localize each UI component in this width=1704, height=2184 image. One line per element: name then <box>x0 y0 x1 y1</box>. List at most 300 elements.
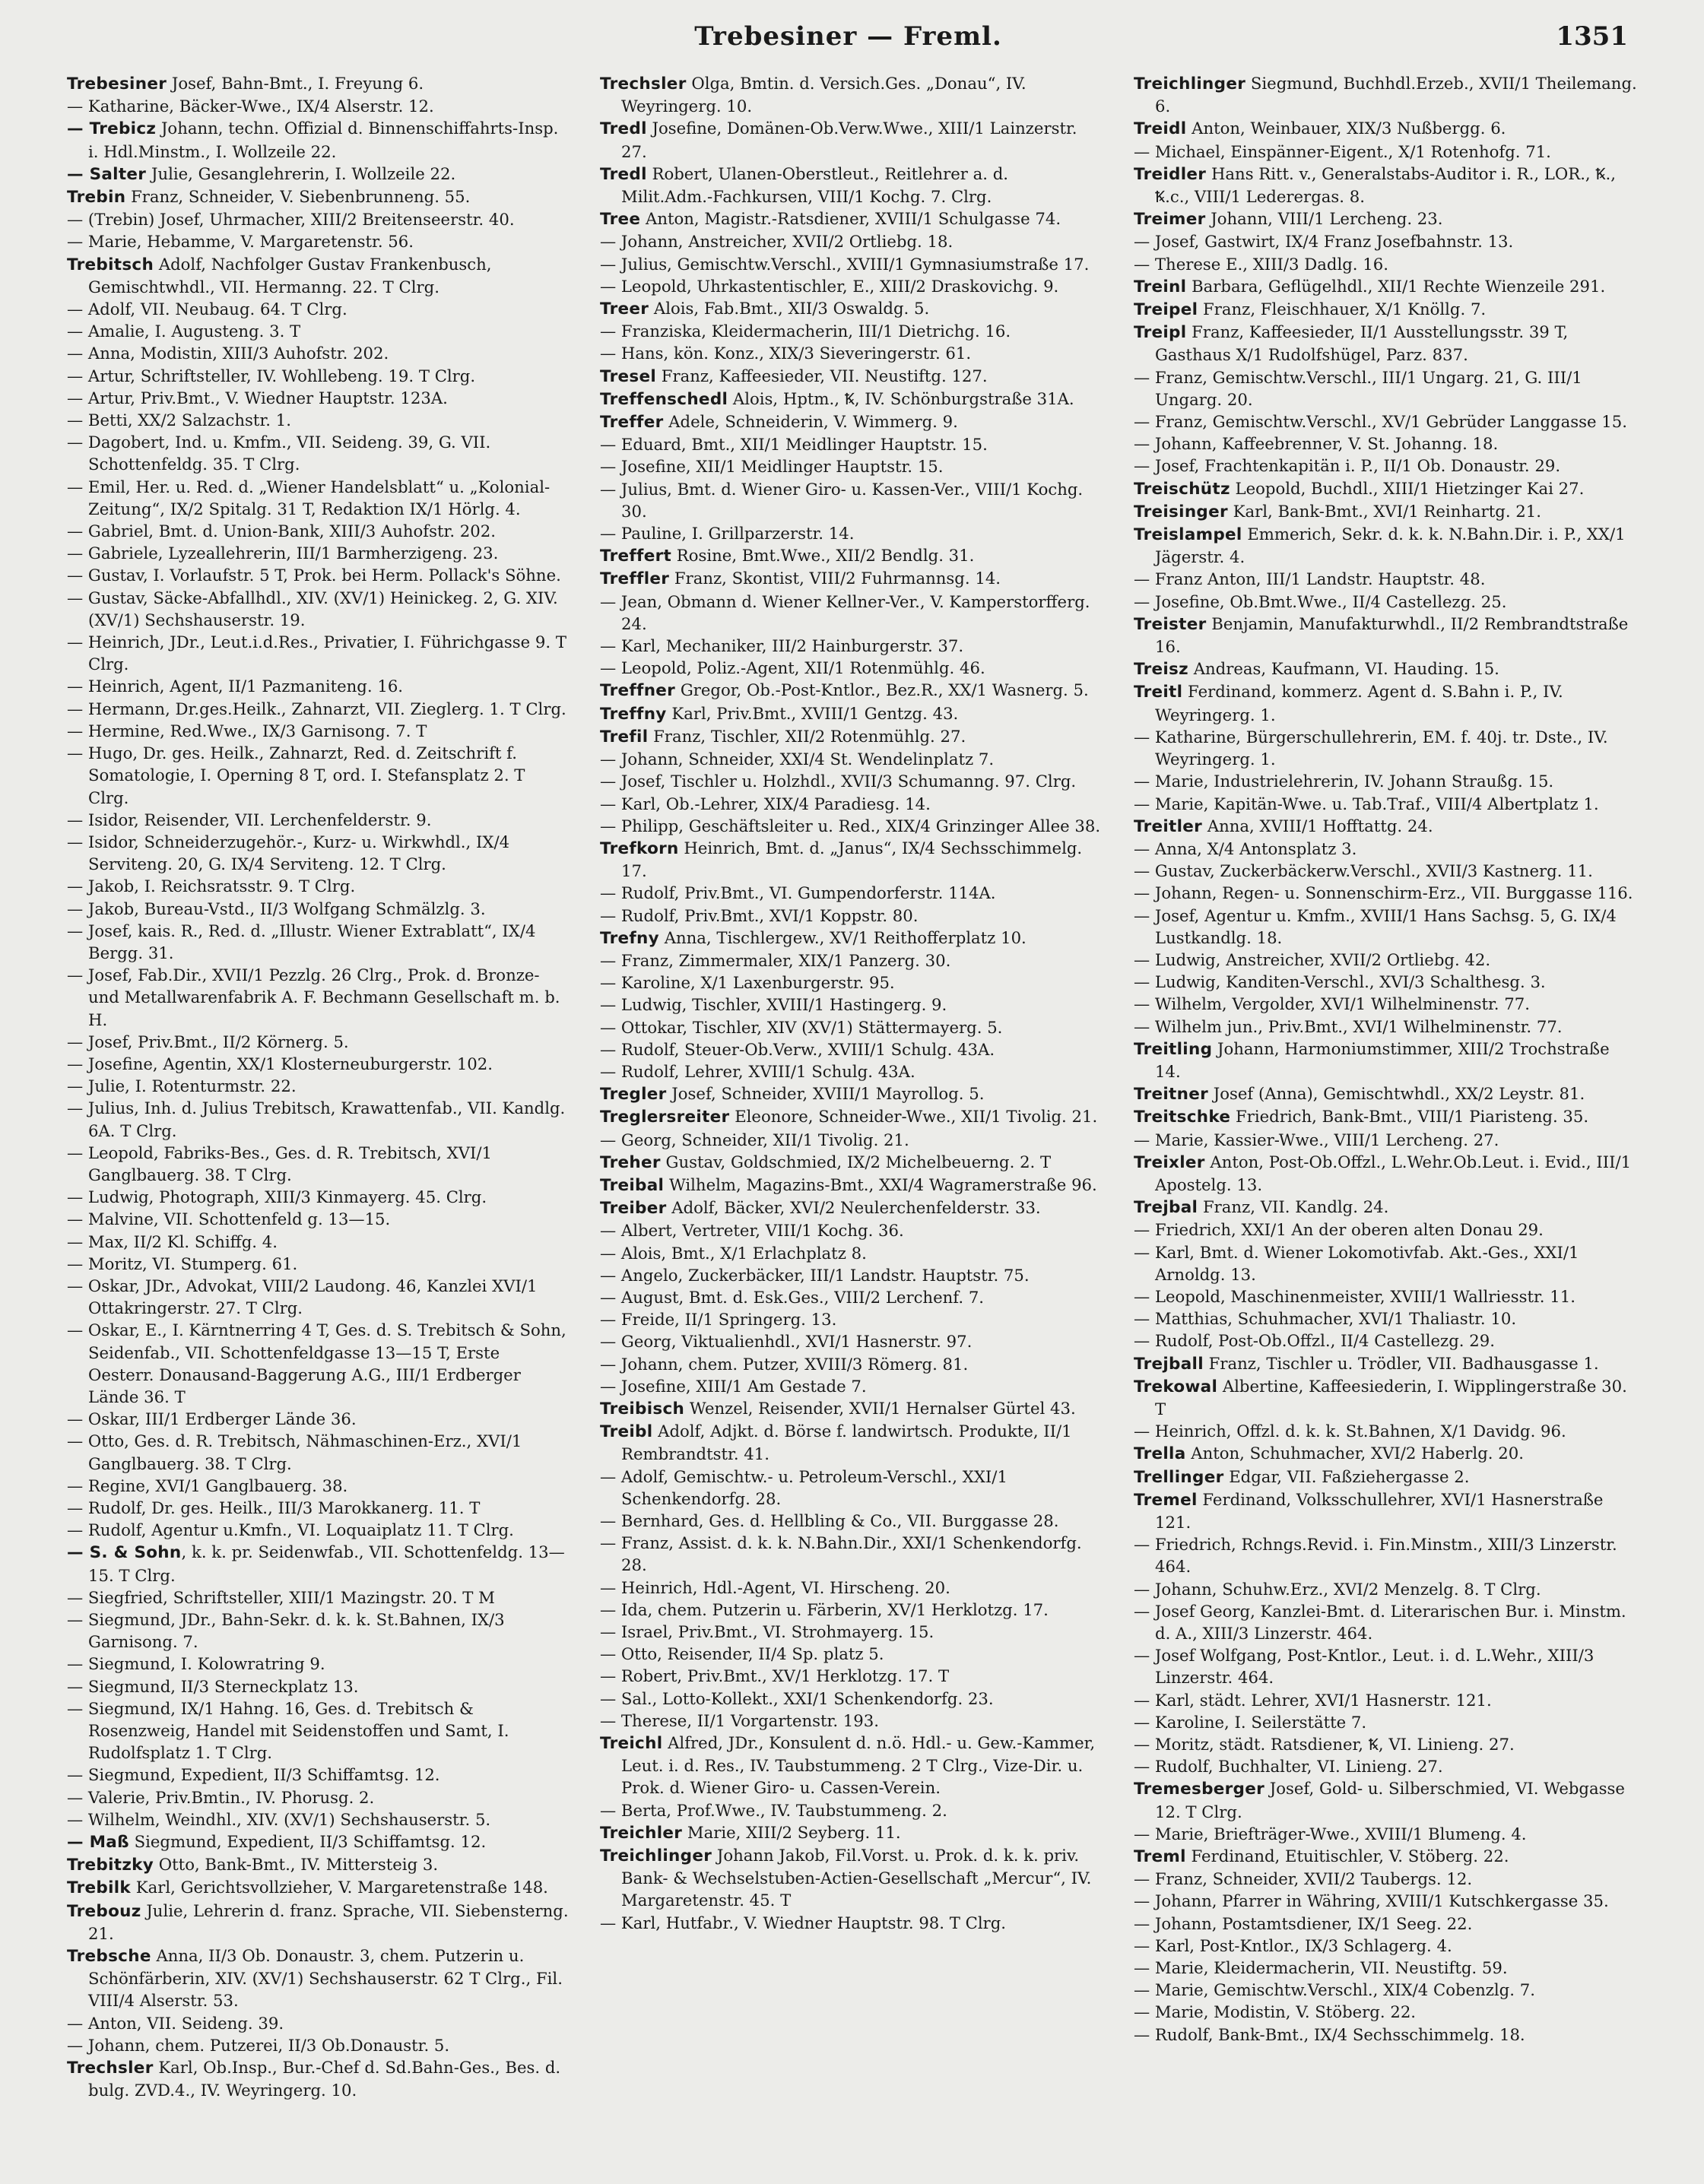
entry-text: Johann Jakob, Fil.Vorst. u. Prok. d. k. k. priv. Bank- & Wechselstuben-Actien-Gesellschaft „Mercur“, IV. Margaretenstr. 45. T <box>621 1846 1092 1910</box>
entry-text: — Franz, Zimmermaler, XIX/1 Panzerg. 30. <box>600 950 951 970</box>
directory-entry <box>67 742 570 809</box>
entry-text: — Siegmund, JDr., Bahn-Sekr. d. k. k. St.Bahnen, IX/3 Garnisong. 7. <box>67 1610 505 1652</box>
directory-entry <box>67 1208 570 1230</box>
directory-entry <box>1134 1533 1637 1577</box>
directory-entry <box>67 831 570 875</box>
entry-surname: — Maß <box>67 1833 129 1853</box>
entry-text: Josefine, Domänen-Ob.Verw.Wwe., XIII/1 Lainzerstr. 27. <box>621 119 1077 161</box>
directory-entry <box>600 1688 1103 1710</box>
entry-text: Ferdinand, Volksschullehrer, XVI/1 Hasnerstraße 121. <box>1155 1489 1604 1532</box>
entry-text: — Heinrich, Offzl. d. k. k. St.Bahnen, X/1 Davidg. 96. <box>1134 1422 1566 1441</box>
page-number: 1351 <box>1556 21 1628 52</box>
directory-entry <box>600 1129 1103 1151</box>
directory-entry <box>1134 433 1637 455</box>
entry-text: — Josef, kais. R., Red. d. „Illustr. Wiener Extrablatt“, IX/4 Bergg. 31. <box>67 921 536 962</box>
entry-text: Marie, XIII/2 Seyberg. 11. <box>682 1822 901 1842</box>
entry-surname: Tregler <box>600 1085 667 1105</box>
entry-surname: Treibl <box>600 1422 653 1442</box>
entry-text: — Otto, Reisender, II/4 Sp. platz 5. <box>600 1644 884 1664</box>
directory-entry <box>67 1808 570 1831</box>
directory-columns <box>67 72 1637 2170</box>
entry-text: — Friedrich, Rchngs.Revid. i. Fin.Minstm., XIII/3 Linzerstr. 464. <box>1134 1535 1617 1577</box>
entry-text: — Johann, Schuhw.Erz., XVI/2 Menzelg. 8. T Clrg. <box>1134 1579 1541 1599</box>
entry-surname: Trebilk <box>67 1878 132 1898</box>
entry-text: — Rudolf, Dr. ges. Heilk., III/3 Marokkanerg. 11. T <box>67 1498 481 1517</box>
entry-text: — Karl, städt. Lehrer, XVI/1 Hasnerstr. 121. <box>1134 1690 1492 1710</box>
entry-text: — Siegmund, II/3 Sterneckplatz 13. <box>67 1676 359 1696</box>
entry-surname: Treisz <box>1134 660 1188 680</box>
entry-surname: Treinl <box>1134 277 1187 296</box>
entry-text: Benjamin, Manufakturwhdl., II/2 Rembrandtstraße 16. <box>1155 613 1629 657</box>
entry-text: — Jakob, I. Reichsratsstr. 9. T Clrg. <box>67 876 356 896</box>
directory-entry <box>1134 1979 1637 2001</box>
entry-text: Adolf, Nachfolger Gustav Frankenbusch, Gemischtwhdl., VII. Hermanng. 22. T Clrg. <box>88 254 492 296</box>
entry-text: Wilhelm, Magazins-Bmt., XXI/4 Wagramerstraße 96. <box>664 1174 1097 1194</box>
entry-text: — Siegfried, Schriftsteller, XIII/1 Mazingstr. 20. T M <box>67 1587 495 1607</box>
directory-entry <box>1134 230 1637 252</box>
directory-entry <box>67 1853 570 1876</box>
directory-entry <box>1134 1308 1637 1330</box>
directory-entry <box>600 1532 1103 1576</box>
directory-entry <box>1134 815 1637 838</box>
entry-text: Josef, Bahn-Bmt., I. Freyung 6. <box>167 74 424 93</box>
directory-entry <box>67 1541 570 1586</box>
directory-entry <box>67 564 570 586</box>
entry-text: — Johann, Regen- u. Sonnenschirm-Erz., VII. Burggasse 116. <box>1134 883 1633 903</box>
directory-entry <box>67 117 570 162</box>
directory-entry <box>600 702 1103 725</box>
entry-surname: Treichl <box>600 1734 663 1754</box>
entry-text: — Marie, Kleidermacherin, VII. Neustiftg. 59. <box>1134 1958 1508 1978</box>
entry-text: — Isidor, Schneiderzugehör.-, Kurz- u. Wirkwhdl., IX/4 Serviteng. 20, G. IX/4 Serviteng. 12. T Clrg. <box>67 832 510 874</box>
entry-text: Alois, Hptm., Ꝅ, IV. Schönburgstraße 31A. <box>728 388 1074 408</box>
entry-surname: Treffny <box>600 704 667 724</box>
directory-entry <box>600 1105 1103 1128</box>
entry-text: — Regine, XVI/1 Ganglbauerg. 38. <box>67 1476 348 1495</box>
directory-entry <box>600 433 1103 455</box>
entry-text: Friedrich, Bank-Bmt., VIII/1 Piaristeng. 35. <box>1230 1107 1589 1127</box>
entry-text: Franz, Tischler, XII/2 Rotenmühlg. 27. <box>648 726 966 746</box>
entry-text: — Johann, Pfarrer in Währing, XVIII/1 Kutschkergasse 35. <box>1134 1891 1609 1911</box>
entry-text: — Franz, Gemischtw.Verschl., XV/1 Gebrüder Langgasse 15. <box>1134 412 1627 432</box>
directory-entry <box>1134 793 1637 815</box>
entry-surname: Trebitsch <box>67 255 154 274</box>
entry-text: — Johann, chem. Putzer, XVIII/3 Römerg. 81. <box>600 1354 969 1374</box>
directory-entry <box>67 208 570 230</box>
directory-entry <box>600 1466 1103 1510</box>
entry-text: — Max, II/2 Kl. Schiffg. 4. <box>67 1231 278 1251</box>
entry-text: — Josef, Fab.Dir., XVII/1 Pezzlg. 26 Clrg., Prok. d. Bronze- und Metallwarenfabrik A. F. Bechmann Gesellschaft m. b. H. <box>67 965 560 1029</box>
directory-entry <box>1134 410 1637 433</box>
directory-entry <box>67 1142 570 1186</box>
entry-text: Josef, Schneider, XVIII/1 Mayrollog. 5. <box>666 1084 985 1104</box>
directory-entry <box>67 1053 570 1075</box>
entry-text: Adolf, Adjkt. d. Börse f. landwirtsch. Produkte, II/1 Rembrandtstr. 41. <box>621 1422 1072 1464</box>
entry-text: Anna, XVIII/1 Hofftattg. 24. <box>1202 816 1433 835</box>
entry-text: Albertine, Kaffeesiederin, I. Wipplingerstraße 30. T <box>1155 1376 1627 1418</box>
entry-text: Karl, Bank-Bmt., XVI/1 Reinhartg. 21. <box>1227 501 1541 521</box>
directory-entry <box>600 297 1103 320</box>
directory-entry <box>67 1876 570 1899</box>
entry-text: — Hermine, Red.Wwe., IX/3 Garnisong. 7. T <box>67 721 427 740</box>
directory-entry <box>1134 1913 1637 1935</box>
entry-text: — Josef Georg, Kanzlei-Bmt. d. Literarischen Bur. i. Minstm. d. A., XIII/3 Linzerstr. 464. <box>1134 1601 1626 1644</box>
directory-entry <box>600 1643 1103 1665</box>
entry-text: — Ludwig, Tischler, XVIII/1 Hastingerg. 9. <box>600 995 947 1015</box>
directory-entry <box>1134 1644 1637 1688</box>
column-right <box>1134 72 1637 2170</box>
directory-entry <box>600 1799 1103 1821</box>
entry-text: — Josef, Frachtenkapitän i. P., II/1 Ob. Donaustr. 29. <box>1134 456 1561 476</box>
entry-text: — Jakob, Bureau-Vstd., II/3 Wolfgang Schmälzlg. 3. <box>67 899 486 918</box>
entry-surname: Trechsler <box>600 74 687 94</box>
entry-text: — Josefine, Agentin, XX/1 Klosterneuburgerstr. 102. <box>67 1054 493 1073</box>
entry-surname: — Salter <box>67 164 147 184</box>
directory-entry <box>1134 1375 1637 1420</box>
directory-entry <box>1134 949 1637 971</box>
entry-text: — Franziska, Kleidermacherin, III/1 Dietrichg. 16. <box>600 322 1011 341</box>
directory-entry <box>600 1732 1103 1799</box>
entry-text: Johann, techn. Offizial d. Binnenschiffahrts-Insp. i. Hdl.Minstm., I. Wollzeile 22. <box>88 119 559 161</box>
entry-surname: Trebsche <box>67 1947 151 1967</box>
directory-entry <box>600 1219 1103 1241</box>
directory-entry <box>1134 680 1637 725</box>
entry-text: — Heinrich, JDr., Leut.i.d.Res., Privatier, I. Führichgasse 9. T Clrg. <box>67 632 567 674</box>
entry-surname: Trebouz <box>67 1901 141 1921</box>
entry-text: — Karl, Mechaniker, III/2 Hainburgerstr. 37. <box>600 636 964 656</box>
directory-entry <box>67 1497 570 1519</box>
entry-surname: Trechsler <box>67 2059 154 2078</box>
entry-text: Emmerich, Sekr. d. k. k. N.Bahn.Dir. i. P., XX/1 Jägerstr. 4. <box>1155 525 1626 567</box>
directory-entry <box>1134 117 1637 140</box>
entry-text: — Marie, Briefträger-Wwe., XVIII/1 Blumeng. 4. <box>1134 1824 1527 1843</box>
directory-entry <box>1134 321 1637 366</box>
directory-entry <box>67 1519 570 1541</box>
directory-entry <box>1134 500 1637 523</box>
entry-text: Gustav, Goldschmied, IX/2 Michelbeuerng. 2. T <box>660 1152 1052 1171</box>
entry-text: — Artur, Schriftsteller, IV. Wohllebeng. 19. T Clrg. <box>67 366 476 385</box>
directory-entry <box>1134 1330 1637 1352</box>
directory-entry <box>1134 1016 1637 1038</box>
directory-entry <box>600 1353 1103 1375</box>
entry-text: — Karl, Hutfabr., V. Wiedner Hauptstr. 98. T Clrg. <box>600 1913 1007 1932</box>
directory-entry <box>67 1408 570 1430</box>
directory-entry <box>1134 1957 1637 1979</box>
entry-text: — Angelo, Zuckerbäcker, III/1 Landstr. Hauptstr. 75. <box>600 1265 1030 1285</box>
directory-entry <box>600 410 1103 433</box>
directory-entry <box>1134 1935 1637 1957</box>
entry-surname: Treffenschedl <box>600 389 728 409</box>
entry-text: — Georg, Viktualienhdl., XVI/1 Hasnerstr. 97. <box>600 1332 973 1352</box>
entry-text: — Ottokar, Tischler, XIV (XV/1) Stättermayerg. 5. <box>600 1017 1003 1037</box>
directory-entry <box>600 1060 1103 1082</box>
entry-text: — Robert, Priv.Bmt., XV/1 Herklotzg. 17. T <box>600 1666 950 1686</box>
entry-text: Robert, Ulanen-Oberstleut., Reitlehrer a. d. Milit.Adm.-Fachkursen, VIII/1 Kochg. 7. Clrg. <box>621 163 1008 207</box>
directory-entry <box>67 631 570 675</box>
directory-entry <box>67 1031 570 1053</box>
entry-text: — Georg, Schneider, XII/1 Tivolig. 21. <box>600 1130 909 1149</box>
directory-entry <box>67 1253 570 1275</box>
running-head: Trebesiner — Freml. <box>694 21 1002 52</box>
entry-text: — Karl, Bmt. d. Wiener Lokomotivfab. Akt.-Ges., XXI/1 Arnoldg. 13. <box>1134 1242 1579 1284</box>
entry-text: — Julius, Inh. d. Julius Trebitsch, Krawattenfab., VII. Kandlg. 6A. T Clrg. <box>67 1098 566 1140</box>
entry-text: — Karoline, I. Seilerstätte 7. <box>1134 1712 1367 1732</box>
directory-entry <box>600 72 1103 117</box>
directory-entry <box>1134 1600 1637 1644</box>
directory-entry <box>1134 2024 1637 2046</box>
entry-surname: Trebesiner <box>67 74 167 94</box>
entry-text: — Valerie, Priv.Bmtin., IV. Phorusg. 2. <box>67 1787 375 1807</box>
directory-entry <box>600 1510 1103 1532</box>
entry-surname: Treichler <box>600 1823 683 1843</box>
directory-entry <box>1134 1689 1637 1711</box>
entry-surname: Trefil <box>600 727 649 746</box>
directory-entry <box>600 253 1103 275</box>
directory-entry <box>600 1621 1103 1643</box>
directory-entry <box>67 698 570 720</box>
entry-surname: Treichlinger <box>1134 74 1246 94</box>
directory-entry <box>67 1186 570 1208</box>
entry-text: Barbara, Geflügelhdl., XII/1 Rechte Wienzeile 291. <box>1186 276 1606 296</box>
directory-entry <box>67 72 570 95</box>
entry-text: Franz, VII. Kandlg. 24. <box>1198 1197 1389 1217</box>
directory-entry <box>600 927 1103 949</box>
directory-entry <box>1134 1038 1637 1082</box>
directory-entry <box>67 542 570 564</box>
directory-entry <box>67 1764 570 1786</box>
entry-text: Eleonore, Schneider-Wwe., XII/1 Tivolig. 21. <box>729 1107 1098 1127</box>
directory-entry <box>600 163 1103 208</box>
directory-entry <box>1134 72 1637 117</box>
directory-entry <box>1134 1241 1637 1285</box>
directory-entry <box>1134 2001 1637 2023</box>
entry-text: Julie, Gesanglehrerin, I. Wollzeile 22. <box>146 163 456 183</box>
directory-entry <box>600 882 1103 904</box>
entry-surname: Tredl <box>600 119 647 139</box>
entry-text: — Hans, kön. Konz., XIX/3 Sieveringerstr. 61. <box>600 344 972 363</box>
entry-surname: Trebitzky <box>67 1856 154 1875</box>
directory-entry <box>1134 366 1637 410</box>
entry-text: — Marie, Kassier-Wwe., VIII/1 Lercheng. 27. <box>1134 1130 1499 1149</box>
entry-text: — Rudolf, Post-Ob.Offzl., II/4 Castellezg. 29. <box>1134 1331 1495 1351</box>
directory-entry <box>67 875 570 897</box>
entry-surname: Treischütz <box>1134 479 1230 499</box>
entry-text: — Rudolf, Buchhalter, VI. Linieng. 27. <box>1134 1757 1443 1777</box>
directory-entry <box>600 1710 1103 1732</box>
entry-text: — Josefine, XIII/1 Am Gestade 7. <box>600 1376 867 1396</box>
directory-entry <box>1134 838 1637 860</box>
directory-entry <box>600 1016 1103 1038</box>
entry-text: — Hugo, Dr. ges. Heilk., Zahnarzt, Red. d. Zeitschrift f. Somatologie, I. Operning 8 T, ord. I. Stefansplatz 2. T Clrg. <box>67 743 525 807</box>
entry-text: — Wilhelm, Vergolder, XVI/1 Wilhelminenstr. 77. <box>1134 994 1530 1014</box>
column-left <box>67 72 570 2170</box>
directory-entry <box>67 365 570 387</box>
entry-text: — Bernhard, Ges. d. Hellbling & Co., VII. Burggasse 28. <box>600 1511 1059 1530</box>
entry-text: Gregor, Ob.-Post-Kntlor., Bez.R., XX/1 Wasnerg. 5. <box>675 680 1089 700</box>
directory-entry <box>600 455 1103 477</box>
entry-text: — Ida, chem. Putzerin u. Färberin, XV/1 Herklotzg. 17. <box>600 1599 1049 1619</box>
entry-surname: Treitler <box>1134 816 1203 836</box>
entry-text: — Marie, Hebamme, V. Margaretenstr. 56. <box>67 232 414 252</box>
entry-text: Anna, II/3 Ob. Donaustr. 3, chem. Putzerin u. Schönfärberin, XIV. (XV/1) Sechshauserstr. 62 T Clrg., Fil. VIII/4 Alserstr. 53. <box>88 1946 563 2011</box>
directory-entry <box>67 920 570 964</box>
directory-entry <box>600 1397 1103 1420</box>
entry-text: — Rudolf, Priv.Bmt., XVI/1 Koppstr. 80. <box>600 905 919 925</box>
entry-text: — Matthias, Schuhmacher, XVI/1 Thaliastr. 10. <box>1134 1309 1517 1329</box>
entry-text: — Gustav, Zuckerbäckerw.Verschl., XVII/3 Kastnerg. 11. <box>1134 861 1593 881</box>
entry-text: — Leopold, Maschinenmeister, XVIII/1 Wallriesstr. 11. <box>1134 1286 1575 1306</box>
entry-surname: Tresel <box>600 366 657 386</box>
directory-entry <box>67 1275 570 1319</box>
entry-text: Ferdinand, kommerz. Agent d. S.Bahn i. P., IV. Weyringerg. 1. <box>1155 682 1563 724</box>
directory-entry <box>1134 905 1637 949</box>
entry-surname: Treml <box>1134 1847 1186 1867</box>
directory-entry <box>67 1786 570 1808</box>
entry-text: — Betti, XX/2 Salzachstr. 1. <box>67 410 291 430</box>
directory-entry <box>600 972 1103 994</box>
directory-entry <box>600 1577 1103 1599</box>
entry-text: Anton, Schuhmacher, XVI/2 Haberlg. 20. <box>1185 1444 1524 1463</box>
entry-text: — Oskar, III/1 Erdberger Lände 36. <box>67 1409 357 1429</box>
entry-text: — Therese E., XIII/3 Dadlg. 16. <box>1134 254 1388 274</box>
directory-entry <box>600 1821 1103 1844</box>
directory-entry <box>600 117 1103 162</box>
entry-surname: Tremesberger <box>1134 1780 1265 1799</box>
directory-entry <box>1134 1711 1637 1733</box>
entry-surname: Treiber <box>600 1199 667 1219</box>
entry-surname: Trejbal <box>1134 1198 1198 1218</box>
entry-text: Olga, Bmtin. d. Versich.Ges. „Donau“, IV. Weyringerg. 10. <box>621 74 1027 116</box>
directory-entry <box>1134 613 1637 658</box>
entry-text: — Otto, Ges. d. R. Trebitsch, Nähmaschinen-Erz., XVI/1 Ganglbauerg. 38. T Clrg. <box>67 1431 522 1473</box>
directory-entry <box>67 587 570 631</box>
entry-text: — Freide, II/1 Springerg. 13. <box>600 1310 837 1330</box>
entry-text: — Marie, Gemischtw.Verschl., XIX/4 Cobenzlg. 7. <box>1134 1980 1535 2000</box>
entry-surname: Treichlinger <box>600 1846 712 1866</box>
directory-entry <box>600 748 1103 770</box>
directory-entry <box>67 720 570 742</box>
entry-text: — Oskar, JDr., Advokat, VIII/2 Laudong. 46, Kanzlei XVI/1 Ottakringerstr. 27. T Clrg. <box>67 1276 538 1318</box>
directory-entry <box>67 342 570 364</box>
entry-text: Hans Ritt. v., Generalstabs-Auditor i. R., LOR., Ꝅ., Ꝅ.c., VIII/1 Lederergas. 8. <box>1155 163 1616 207</box>
entry-text: — Siegmund, I. Kolowratring 9. <box>67 1654 325 1674</box>
directory-entry <box>67 163 570 185</box>
entry-surname: Treipl <box>1134 323 1187 343</box>
directory-entry <box>1134 455 1637 477</box>
entry-text: Leopold, Buchdl., XIII/1 Hietzinger Kai 27. <box>1230 478 1585 498</box>
directory-entry <box>1134 1823 1637 1845</box>
entry-surname: Tremel <box>1134 1490 1198 1510</box>
directory-entry <box>1134 882 1637 904</box>
directory-entry <box>600 1151 1103 1174</box>
entry-text: — Philipp, Geschäftsleiter u. Red., XIX/4 Grinzinger Allee 38. <box>600 816 1101 835</box>
entry-text: — Franz, Schneider, XVII/2 Taubergs. 12. <box>1134 1869 1473 1889</box>
entry-surname: — Trebicz <box>67 119 157 139</box>
entry-text: — Katharine, Bäcker-Wwe., IX/4 Alserstr. 12. <box>67 97 434 116</box>
entry-text: Alfred, JDr., Konsulent d. n.ö. Hdl.- u. Gew.-Kammer, Leut. i. d. Res., IV. Taubstummeng. 2 T Clrg., Vize-Dir. u. Prok. d. Wiener Giro- u. Cassen-Verein. <box>621 1733 1096 1798</box>
directory-entry <box>1134 1733 1637 1755</box>
entry-text: — Gustav, I. Vorlaufstr. 5 T, Prok. bei Herm. Pollack's Söhne. <box>67 566 561 585</box>
directory-entry <box>600 770 1103 792</box>
directory-entry <box>1134 1755 1637 1777</box>
entry-text: — Oskar, E., I. Kärntnerring 4 T, Ges. d. S. Trebitsch & Sohn, Seidenfab., VII. Schottenfeldgasse 13—15 T, Erste Oesterr. Donausand-Baggerung A.G., III/1 Erdberger Lände 36. T <box>67 1320 566 1406</box>
entry-surname: Treister <box>1134 614 1207 634</box>
directory-entry <box>67 95 570 117</box>
entry-text: — Leopold, Uhrkastentischler, E., XIII/2 Draskovichg. 9. <box>600 276 1059 296</box>
entry-surname: Treibisch <box>600 1399 685 1418</box>
entry-surname: Tredl <box>600 164 647 184</box>
directory-entry <box>600 1375 1103 1397</box>
directory-entry <box>67 409 570 431</box>
directory-entry <box>67 809 570 831</box>
directory-entry <box>67 387 570 409</box>
directory-entry <box>1134 993 1637 1015</box>
directory-entry <box>67 1900 570 1945</box>
entry-text: Franz, Fleischhauer, X/1 Knöllg. 7. <box>1198 300 1487 319</box>
entry-text: — Ludwig, Photograph, XIII/3 Kinmayerg. 45. Clrg. <box>67 1187 487 1207</box>
directory-entry <box>600 679 1103 702</box>
directory-entry <box>600 544 1103 567</box>
entry-text: — Josefine, XII/1 Meidlinger Hauptstr. 15. <box>600 457 944 477</box>
entry-text: Siegmund, Buchhdl.Erzeb., XVII/1 Theilemang. 6. <box>1155 74 1637 116</box>
column-middle <box>600 72 1103 2170</box>
directory-entry <box>600 1308 1103 1330</box>
entry-text: — Katharine, Bürgerschullehrerin, EM. f. 40j. tr. Dste., IV. Weyringerg. 1. <box>1134 727 1608 769</box>
entry-surname: Treimer <box>1134 210 1206 230</box>
entry-text: — Leopold, Fabriks-Bes., Ges. d. R. Trebitsch, XVI/1 Ganglbauerg. 38. T Clrg. <box>67 1143 492 1184</box>
entry-text: — Isidor, Reisender, VII. Lerchenfelderstr. 9. <box>67 810 432 829</box>
entry-surname: Treffler <box>600 569 670 589</box>
directory-entry <box>600 1038 1103 1060</box>
entry-text: Josef, Gold- u. Silberschmied, VI. Webgasse 12. T Clrg. <box>1155 1779 1625 1821</box>
entry-text: — Josef, Agentur u. Kmfm., XVIII/1 Hans Sachsg. 5, G. IX/4 Lustkandlg. 18. <box>1134 905 1617 947</box>
entry-text: Adolf, Bäcker, XVI/2 Neulerchenfelderstr. 33. <box>666 1198 1041 1218</box>
directory-entry <box>67 320 570 342</box>
entry-text: — Friedrich, XXI/1 An der oberen alten Donau 29. <box>1134 1220 1544 1240</box>
directory-entry <box>1134 1466 1637 1488</box>
directory-entry <box>67 431 570 475</box>
entry-text: — Amalie, I. Augusteng. 3. T <box>67 322 301 341</box>
entry-text: — Karl, Ob.-Lehrer, XIX/4 Paradiesg. 14. <box>600 794 931 813</box>
directory-entry <box>1134 860 1637 882</box>
directory-entry <box>67 2034 570 2056</box>
directory-entry <box>600 635 1103 657</box>
entry-text: — Johann, Anstreicher, XVII/2 Ortliebg. 18. <box>600 232 954 252</box>
entry-text: — Franz Anton, III/1 Landstr. Hauptstr. 48. <box>1134 569 1486 589</box>
directory-entry <box>600 567 1103 590</box>
entry-text: Franz, Kaffeesieder, II/1 Ausstellungsstr. 39 T, Gasthaus X/1 Rudolfshügel, Parz. 837. <box>1155 322 1569 365</box>
directory-entry <box>600 342 1103 364</box>
directory-entry <box>600 591 1103 635</box>
entry-text: Andreas, Kaufmann, VI. Hauding. 15. <box>1188 659 1499 679</box>
directory-entry <box>600 365 1103 388</box>
entry-text: Karl, Ob.Insp., Bur.-Chef d. Sd.Bahn-Ges., Bes. d. bulg. ZVD.4., IV. Weyringerg. 10. <box>88 2058 561 2100</box>
directory-entry <box>67 1653 570 1675</box>
entry-surname: Trejball <box>1134 1354 1204 1374</box>
directory-entry <box>600 208 1103 230</box>
directory-entry <box>600 1420 1103 1465</box>
directory-entry <box>600 1174 1103 1197</box>
directory-entry <box>1134 1420 1637 1442</box>
directory-entry <box>1134 141 1637 163</box>
directory-entry <box>67 1586 570 1609</box>
entry-text: Anna, Tischlergew., XV/1 Reithofferplatz 10. <box>658 927 1027 947</box>
entry-text: — Johann, Schneider, XXI/4 St. Wendelinplatz 7. <box>600 750 995 769</box>
entry-text: — Siegmund, Expedient, II/3 Schiffamtsg. 12. <box>67 1765 440 1785</box>
entry-surname: Treipel <box>1134 300 1198 320</box>
entry-text: Rosine, Bmt.Wwe., XII/2 Bendlg. 31. <box>671 546 975 566</box>
entry-text: — Ludwig, Kanditen-Verschl., XVI/3 Schalthesg. 3. <box>1134 972 1546 992</box>
